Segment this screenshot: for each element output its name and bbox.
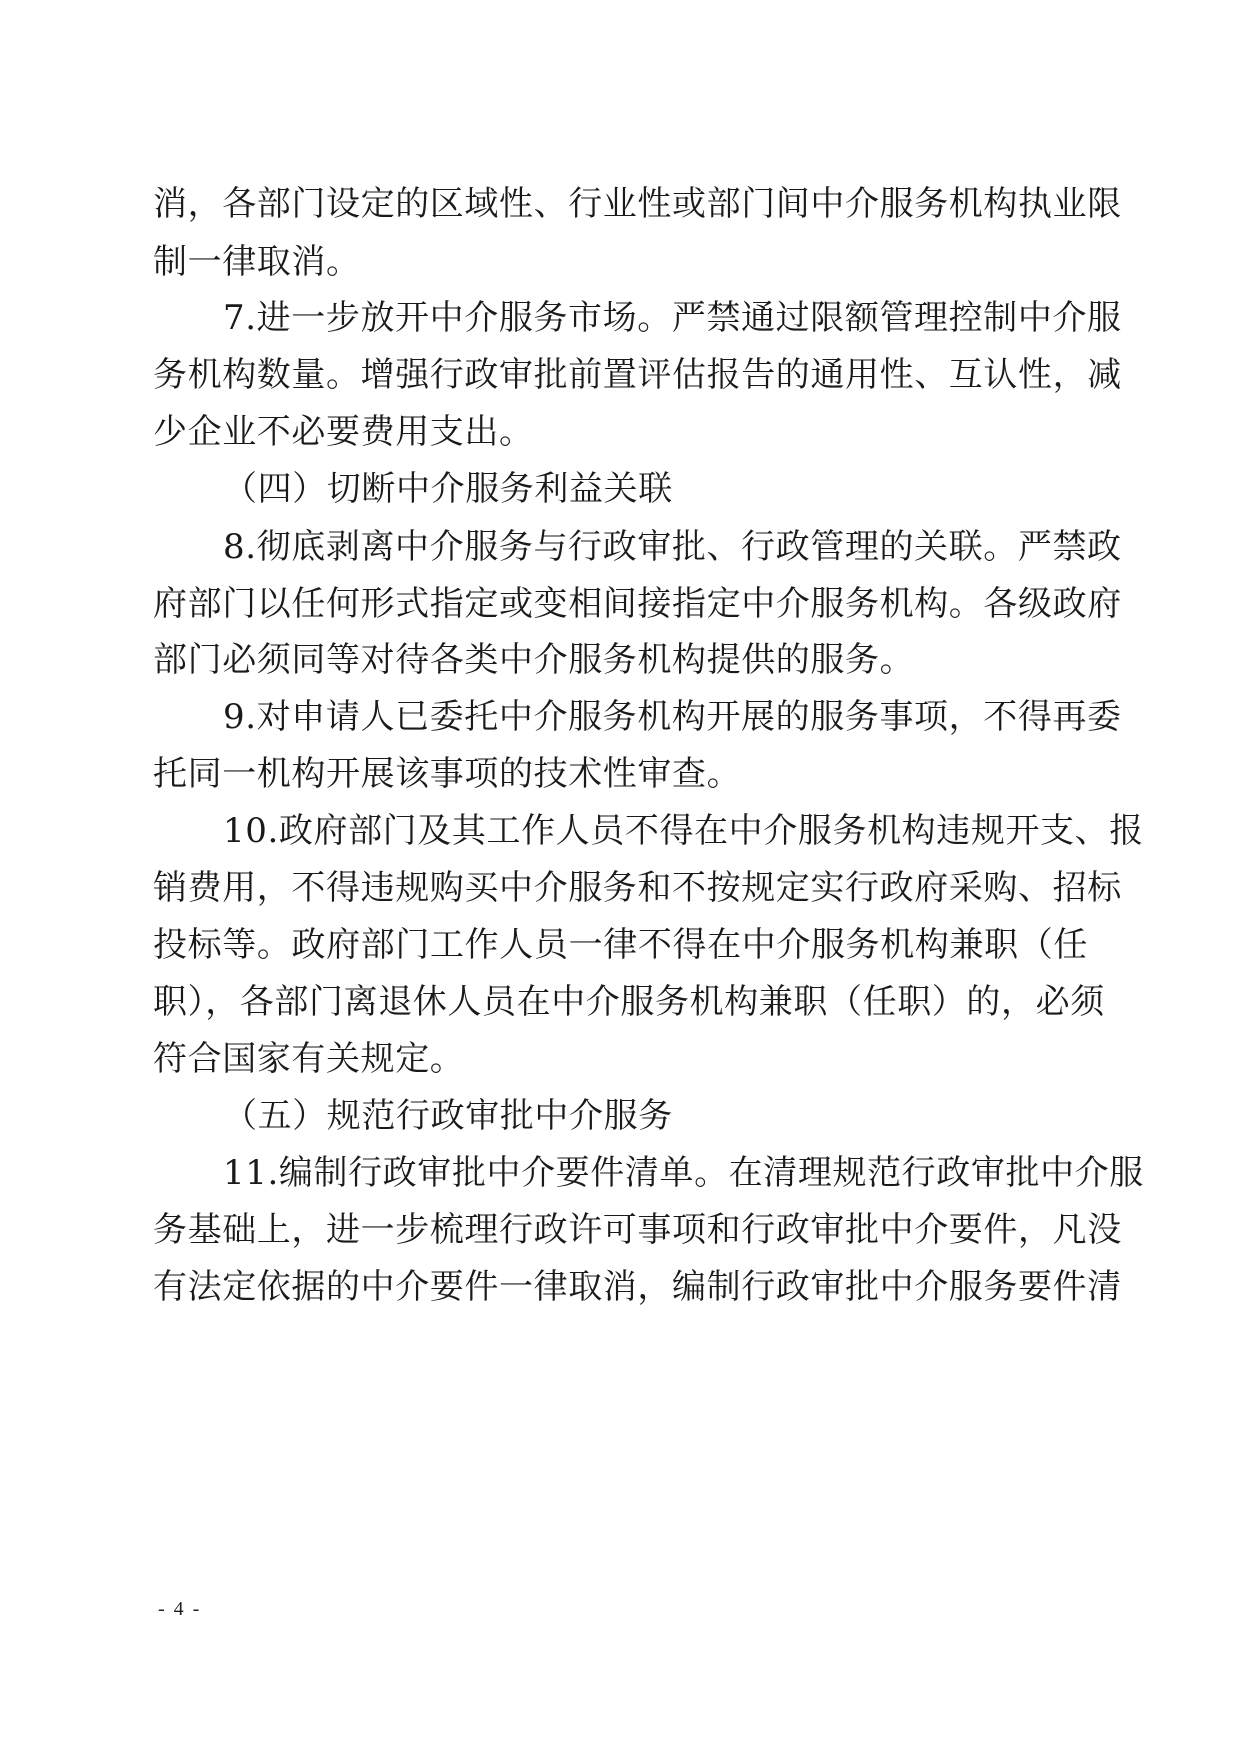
text-line: 销费用，不得违规购买中介服务和不按规定实行政府采购、招标 — [153, 868, 1122, 908]
text-line: 务基础上，进一步梳理行政许可事项和行政审批中介要件，凡没 — [153, 1210, 1122, 1250]
text-line: 职），各部门离退休人员在中介服务机构兼职（任职）的，必须 — [153, 982, 1105, 1022]
paragraph-7-line: 7.进一步放开中介服务市场。严禁通过限额管理控制中介服 — [223, 298, 1122, 338]
text-line: 消，各部门设定的区域性、行业性或部门间中介服务机构执业限 — [153, 184, 1122, 224]
page-number: - 4 - — [158, 1598, 202, 1620]
paragraph-10-line: 10.政府部门及其工作人员不得在中介服务机构违规开支、报 — [223, 811, 1144, 851]
paragraph-11-line: 11.编制行政审批中介要件清单。在清理规范行政审批中介服 — [223, 1153, 1144, 1193]
section-heading-5: （五）规范行政审批中介服务 — [223, 1096, 673, 1136]
text-line: 有法定依据的中介要件一律取消，编制行政审批中介服务要件清 — [153, 1267, 1122, 1307]
text-line: 少企业不必要费用支出。 — [153, 412, 534, 452]
text-line: 符合国家有关规定。 — [153, 1039, 465, 1079]
text-line: 托同一机构开展该事项的技术性审查。 — [153, 754, 742, 794]
paragraph-8-line: 8.彻底剥离中介服务与行政审批、行政管理的关联。严禁政 — [223, 527, 1122, 567]
text-line: 制一律取消。 — [153, 242, 361, 282]
text-line: 部门必须同等对待各类中介服务机构提供的服务。 — [153, 640, 915, 680]
text-line: 府部门以任何形式指定或变相间接指定中介服务机构。各级政府 — [153, 584, 1122, 624]
text-line: 投标等。政府部门工作人员一律不得在中介服务机构兼职（任 — [153, 925, 1088, 965]
text-line: 务机构数量。增强行政审批前置评估报告的通用性、互认性，减 — [153, 355, 1122, 395]
section-heading-4: （四）切断中介服务利益关联 — [223, 469, 673, 509]
paragraph-9-line: 9.对申请人已委托中介服务机构开展的服务事项，不得再委 — [223, 697, 1122, 737]
